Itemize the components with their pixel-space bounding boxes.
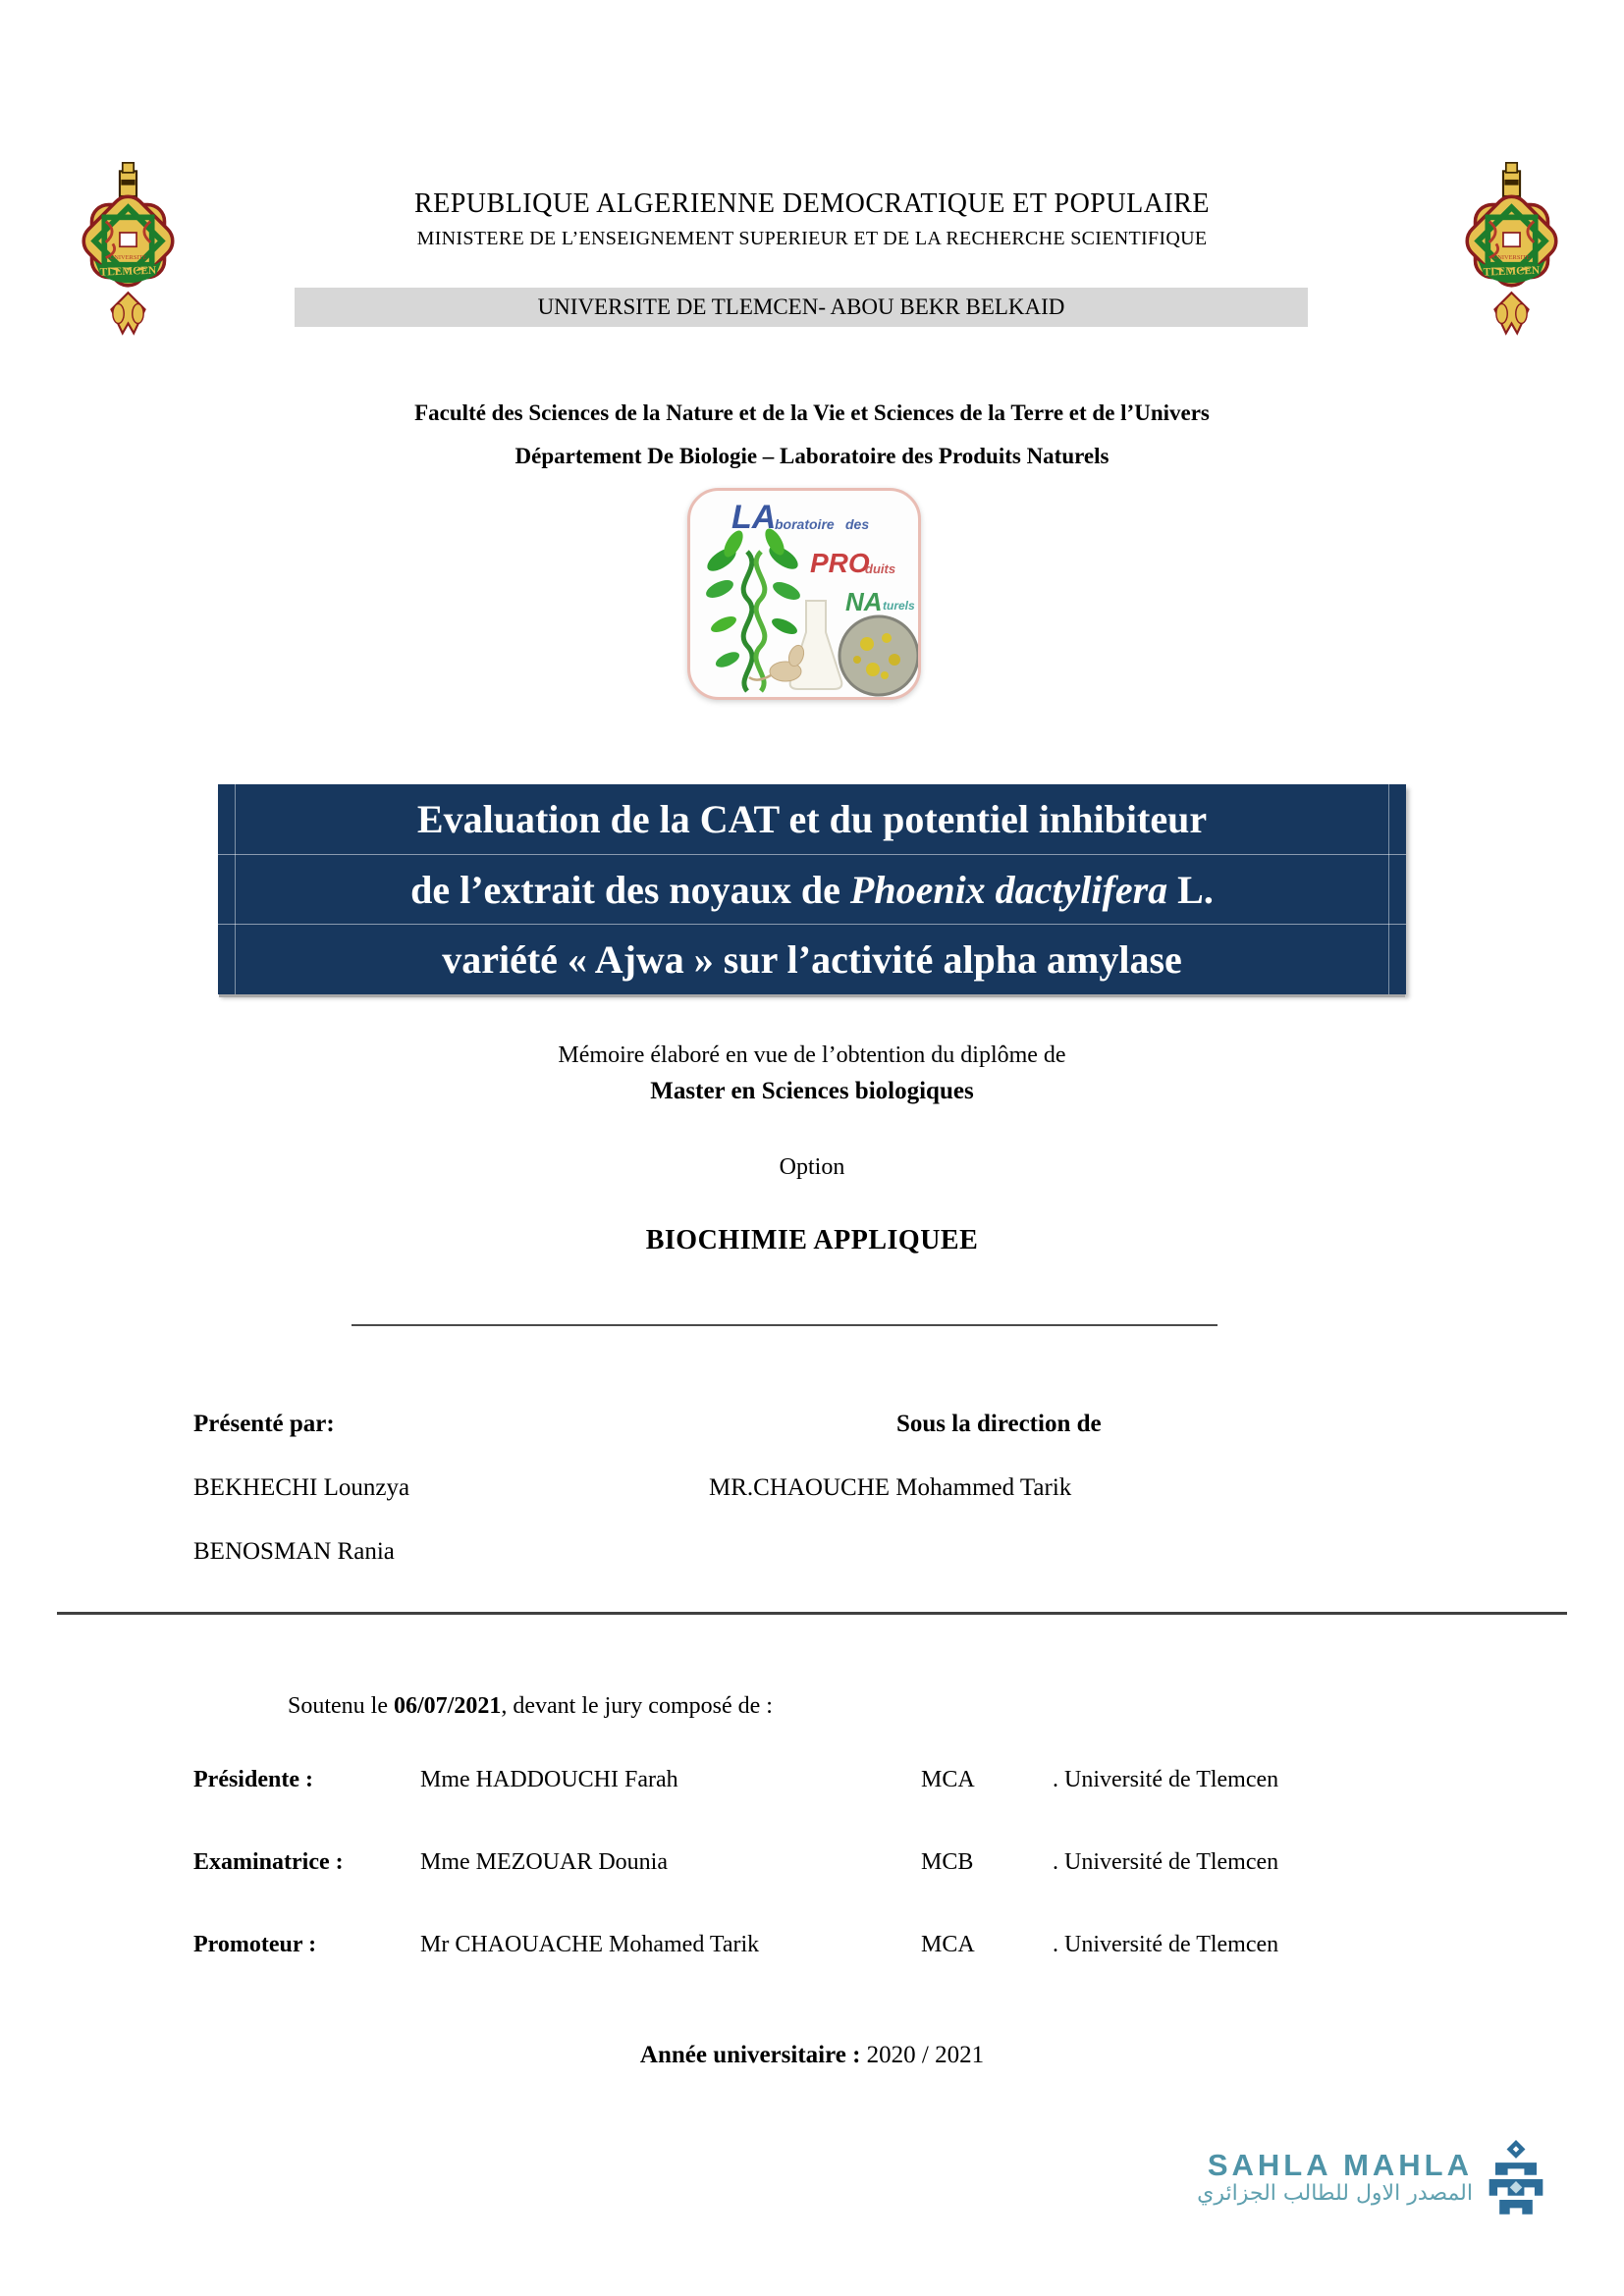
lab-logo-laboratoire-text: boratoire xyxy=(775,516,835,532)
emblem-universite-text: UNIVERSITE xyxy=(1492,254,1531,262)
supervisor-name: MR.CHAOUCHE Mohammed Tarik xyxy=(709,1474,1072,1501)
title-line2-post: L. xyxy=(1167,868,1214,912)
emblem-universite-text: UNIVERSITE xyxy=(109,254,147,262)
defense-post: , devant le jury composé de : xyxy=(501,1693,773,1719)
divider-full xyxy=(57,1612,1567,1615)
jury-affiliation: . Université de Tlemcen xyxy=(1053,1767,1279,1792)
lab-produits-naturels-logo xyxy=(687,488,921,700)
jury-grade: MCA xyxy=(921,1932,975,1957)
sahla-mahla-tagline-arabic: المصدر الاول للطالب الجزائري xyxy=(1197,2181,1473,2206)
republic-title: REPUBLIQUE ALGERIENNE DEMOCRATIQUE ET POPULAIRE xyxy=(413,188,1211,219)
sahla-mahla-brand-text: SAHLA MAHLA xyxy=(1207,2148,1473,2182)
option-value: BIOCHIMIE APPLIQUEE xyxy=(645,1225,979,1255)
memoire-line: Mémoire élaboré en vue de l’obtention du diplôme de xyxy=(558,1042,1066,1068)
title-species-name: Phoenix dactylifera xyxy=(849,868,1168,912)
jury-grade: MCA xyxy=(921,1767,975,1792)
university-tlemcen-emblem-icon xyxy=(1440,160,1583,342)
faculty-line: Faculté des Sciences de la Nature et de la Vie et Sciences de la Terre et de l’Univers xyxy=(414,400,1210,425)
university-tlemcen-emblem-icon xyxy=(57,160,199,342)
lab-logo-turels-text: turels xyxy=(883,599,915,613)
sahla-mahla-logo-icon xyxy=(1485,2140,1547,2220)
academic-year-label: Année universitaire : xyxy=(639,2042,861,2068)
defense-pre: Soutenu le xyxy=(288,1693,394,1719)
lab-logo-na-text: NA xyxy=(845,587,883,616)
jury-name: Mme HADDOUCHI Farah xyxy=(420,1767,678,1792)
thesis-title-box xyxy=(218,784,1406,994)
lab-logo-des-text: des xyxy=(845,516,870,532)
thesis-title-line2 xyxy=(218,854,1406,924)
academic-year-line xyxy=(0,2042,1624,2069)
lab-logo-duits-text: duits xyxy=(865,561,896,576)
academic-year-value: 2020 / 2021 xyxy=(860,2042,985,2068)
author-2-name: BENOSMAN Rania xyxy=(193,1538,395,1565)
jury-role: Promoteur : xyxy=(193,1932,317,1957)
jury-role: Présidente : xyxy=(193,1767,313,1792)
emblem-tlemcen-text: TLEMCEN xyxy=(99,264,157,279)
defense-date: 06/07/2021 xyxy=(394,1693,502,1719)
jury-name: Mme MEZOUAR Dounia xyxy=(420,1849,668,1875)
title-line2-pre: de l’extrait des noyaux de xyxy=(410,868,850,912)
jury-affiliation: . Université de Tlemcen xyxy=(1053,1932,1279,1957)
lab-logo-pro-text: PRO xyxy=(810,548,870,578)
jury-affiliation: . Université de Tlemcen xyxy=(1053,1849,1279,1875)
ministry-title: MINISTERE DE L’ENSEIGNEMENT SUPERIEUR ET DE LA RECHERCHE SCIENTIFIQUE xyxy=(416,228,1208,249)
thesis-title-line3: variété « Ajwa » sur l’activité alpha amylase xyxy=(218,924,1406,993)
author-1-name: BEKHECHI Lounzya xyxy=(193,1474,410,1501)
lab-logo-la-text: LA xyxy=(731,499,777,536)
university-banner: UNIVERSITE DE TLEMCEN- ABOU BEKR BELKAID xyxy=(295,288,1308,327)
divider-short xyxy=(352,1324,1218,1326)
department-line: Département De Biologie – Laboratoire des Produits Naturels xyxy=(514,444,1110,468)
thesis-title-line1: Evaluation de la CAT et du potentiel inhibiteur xyxy=(416,797,1208,841)
emblem-tlemcen-text: TLEMCEN xyxy=(1483,264,1541,279)
defense-line xyxy=(288,1693,773,1720)
direction-label: Sous la direction de xyxy=(896,1411,1102,1437)
jury-role: Examinatrice : xyxy=(193,1849,344,1875)
jury-grade: MCB xyxy=(921,1849,974,1875)
master-line: Master en Sciences biologiques xyxy=(650,1078,974,1104)
option-label: Option xyxy=(779,1154,845,1180)
jury-name: Mr CHAOUACHE Mohamed Tarik xyxy=(420,1932,760,1957)
presented-by-label: Présenté par: xyxy=(193,1411,335,1437)
